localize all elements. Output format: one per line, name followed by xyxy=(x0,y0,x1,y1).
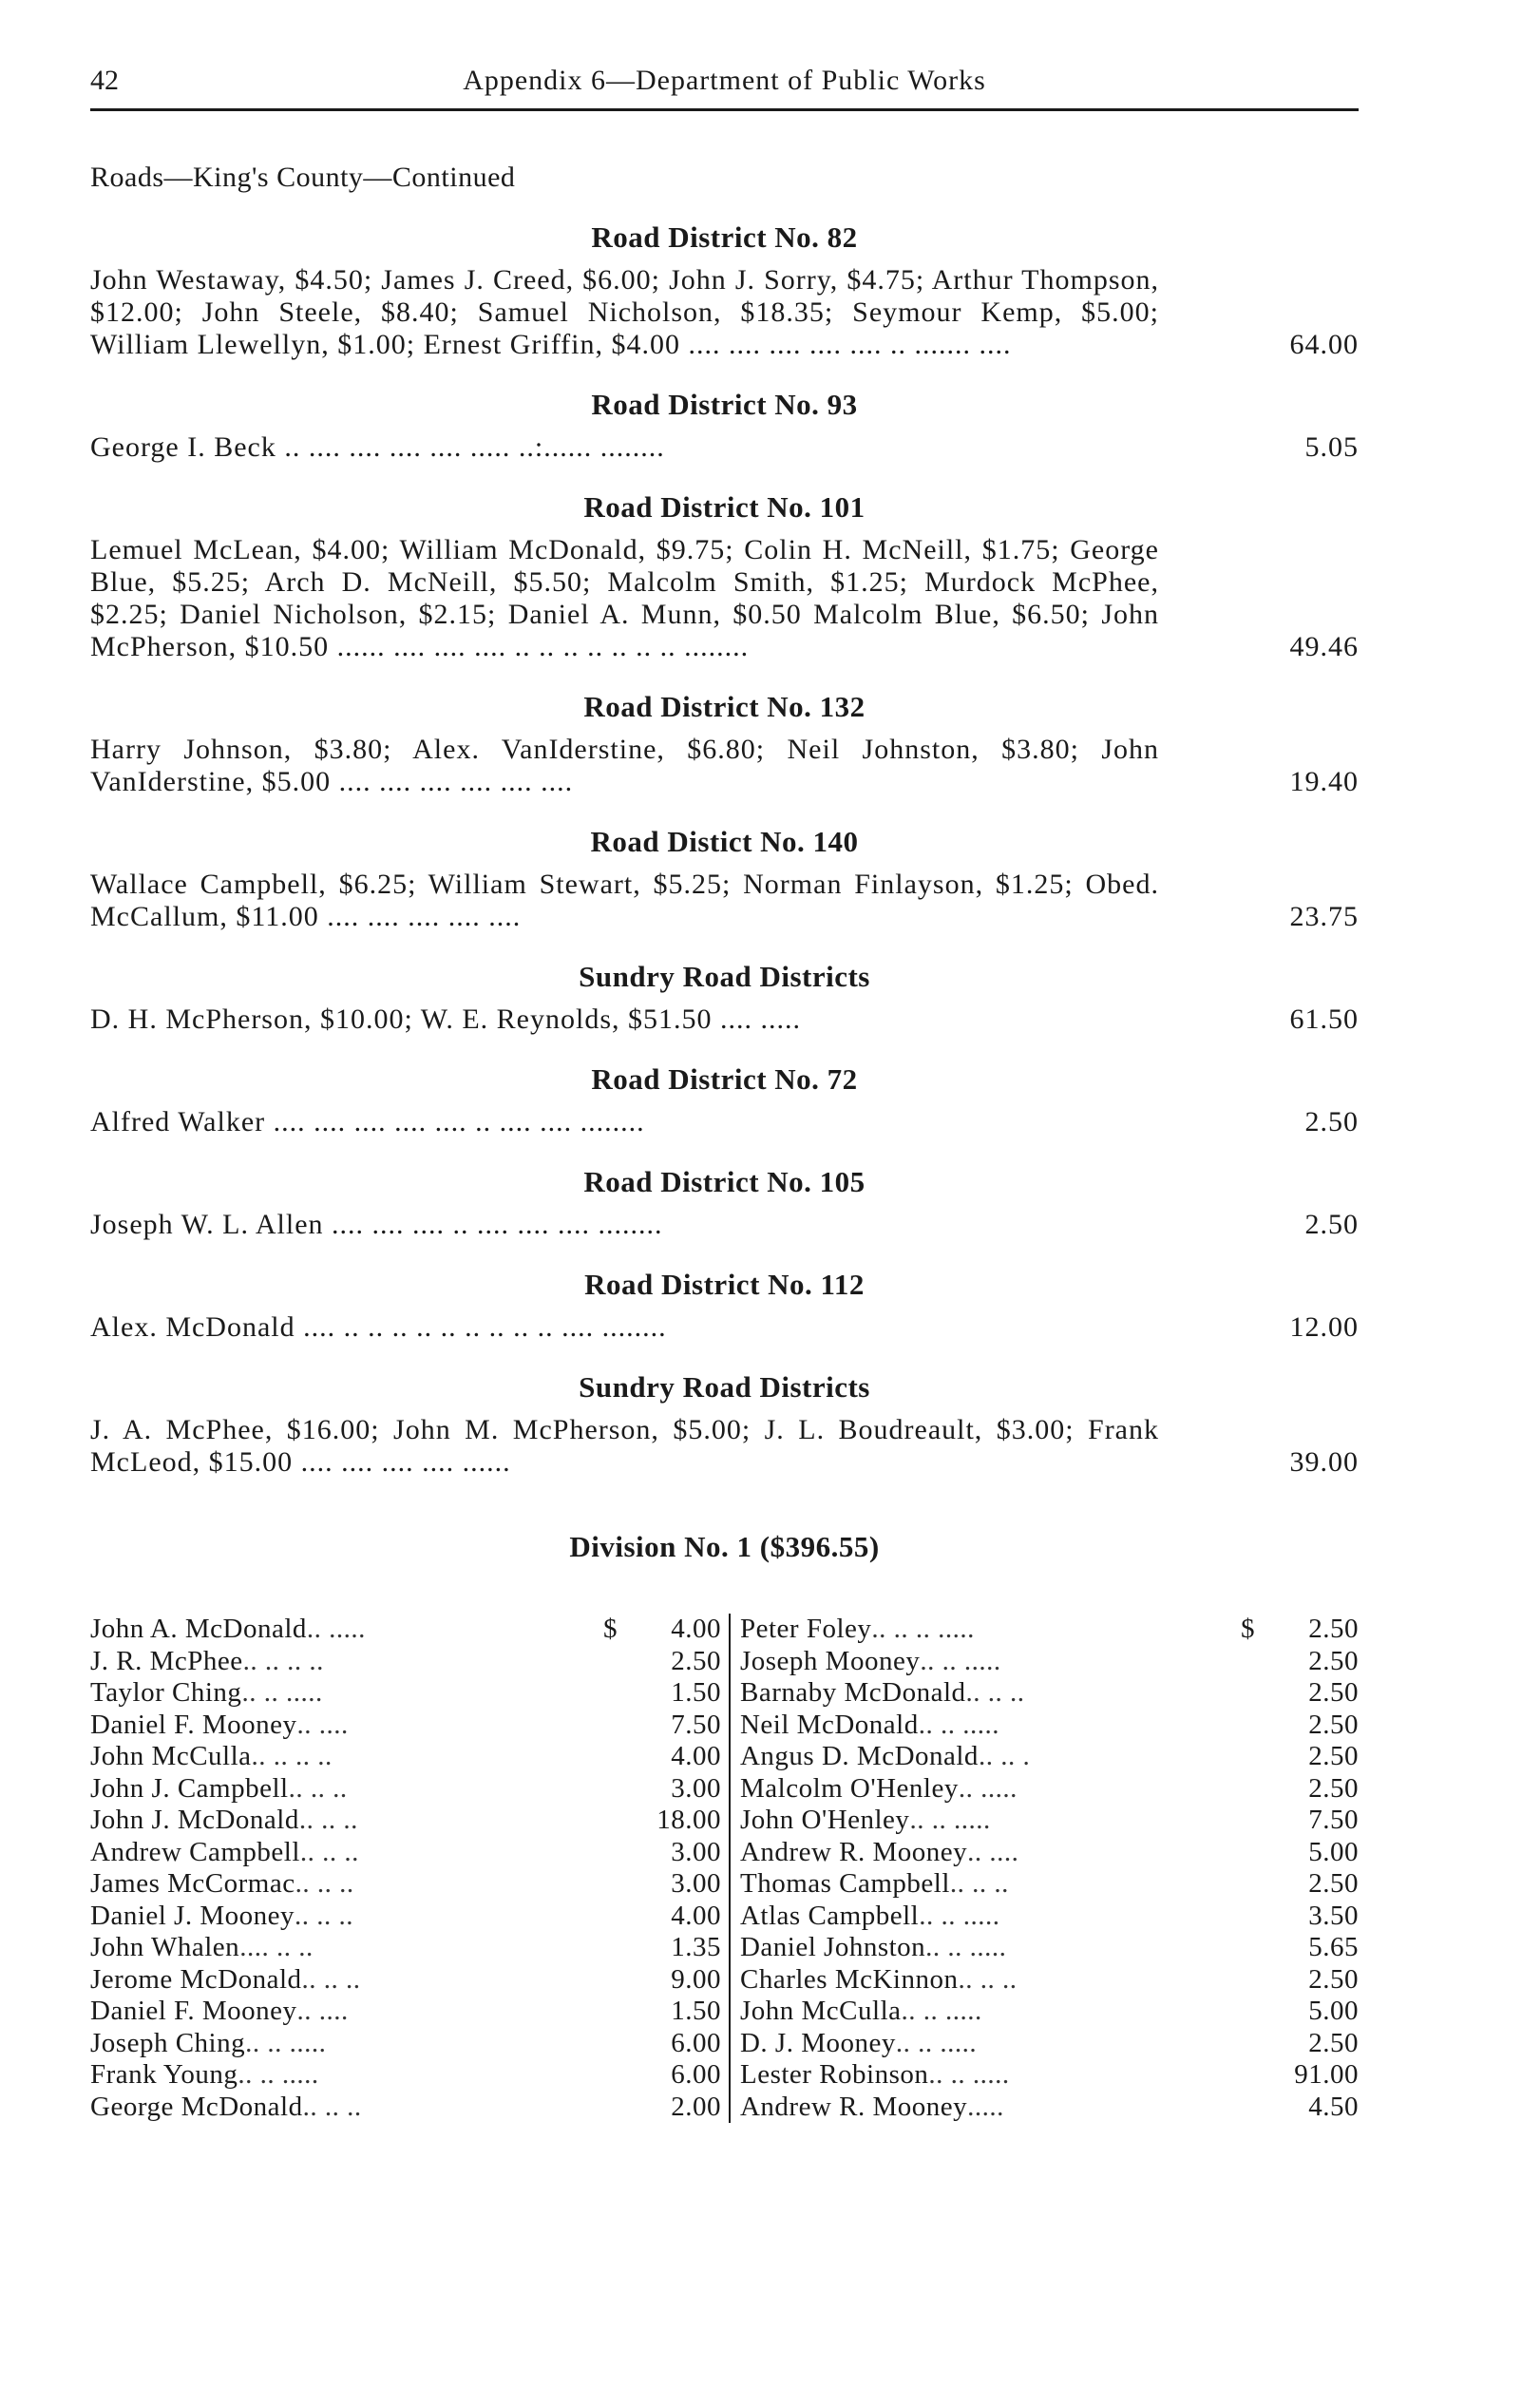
district-entry xyxy=(90,1311,1359,1344)
district-title: Road District No. 93 xyxy=(591,388,858,421)
payee-row xyxy=(740,2059,1359,2092)
road-district xyxy=(90,690,1359,798)
payee-amount: 4.00 xyxy=(671,1614,721,1644)
road-district xyxy=(90,825,1359,933)
payee-row xyxy=(90,1964,721,1997)
payee-name: John Whalen xyxy=(90,1932,240,1962)
road-district xyxy=(90,1165,1359,1241)
payee-row xyxy=(90,1646,721,1678)
payee-amount: 2.50 xyxy=(1308,2027,1359,2058)
section-continued: Roads—King's County—Continued xyxy=(90,162,516,193)
leader-dots: .. .. .. xyxy=(298,1805,358,1835)
leader-dots: .. .. ..... xyxy=(909,1805,991,1835)
payee-name: John McCulla xyxy=(739,1996,902,2026)
district-entry xyxy=(90,264,1359,361)
district-entry xyxy=(90,534,1359,663)
payee-name: Joseph Mooney xyxy=(739,1645,921,1676)
payee-amount: 2.50 xyxy=(1308,1963,1359,1995)
district-total: 2.50 xyxy=(1304,1106,1359,1137)
document-page xyxy=(90,57,1359,2123)
district-total: 12.00 xyxy=(1289,1311,1359,1343)
division-right-column xyxy=(731,1614,1359,2123)
payee-name: Barnaby McDonald xyxy=(739,1677,966,1708)
payee-amount: 7.50 xyxy=(671,1709,721,1740)
district-total: 61.50 xyxy=(1289,1003,1359,1035)
payee-row xyxy=(740,2092,1359,2124)
district-title: Road District No. 72 xyxy=(591,1062,858,1096)
payee-amount: 4.50 xyxy=(1308,2091,1359,2122)
leader-dots: .. .. .. .. xyxy=(242,1645,324,1676)
leader-dots: .. .. ..... xyxy=(918,1709,999,1740)
payee-row xyxy=(90,1773,721,1806)
payee-name: Daniel J. Mooney xyxy=(90,1900,295,1931)
district-total: 23.75 xyxy=(1289,901,1359,932)
payee-row xyxy=(90,1996,721,2028)
payee-row xyxy=(740,1614,1359,1646)
district-title: Road Distict No. 140 xyxy=(590,825,859,858)
payee-amount: 7.50 xyxy=(1308,1805,1359,1835)
payee-name: J. R. McPhee xyxy=(90,1645,243,1676)
district-title: Road District No. 82 xyxy=(591,220,858,254)
payee-name: Daniel F. Mooney xyxy=(90,1709,297,1740)
payee-name: John A. McDonald xyxy=(90,1614,307,1644)
payee-amount: 2.50 xyxy=(1308,1772,1359,1804)
payee-amount: 2.50 xyxy=(1308,1868,1359,1899)
district-payees: Alex. McDonald .... .. .. .. .. .. .. .. .. .. .... ........ xyxy=(90,1311,667,1343)
payee-amount: 6.00 xyxy=(671,2027,721,2058)
payee-amount: 1.35 xyxy=(671,1932,721,1962)
payee-row xyxy=(740,2028,1359,2060)
payee-amount: 2.50 xyxy=(1308,1677,1359,1708)
district-total: 39.00 xyxy=(1289,1446,1359,1478)
header-rule xyxy=(90,108,1359,111)
payee-row xyxy=(740,1741,1359,1773)
leader-dots: .. .... xyxy=(296,1709,349,1740)
payee-name: Taylor Ching xyxy=(90,1677,242,1708)
payee-amount: 3.00 xyxy=(671,1868,721,1899)
district-payees: Lemuel McLean, $4.00; William McDonald, $9.75; Colin H. McNeill, $1.75; George Blue, $5.25; Arch D. McNeill, $5.50; Malcolm Smith, $1.25; Murdock McPhee, $2.25; Daniel Nicholson, $2.15; Daniel A. Munn, $0.50 Malcolm Blue, $6.50; John McPherson, $10.50 ...... .... .... .... .. .. .. .. .. .. .. ........ xyxy=(90,534,1159,662)
leader-dots: .. .. ..... xyxy=(895,2027,978,2058)
district-payees: Joseph W. L. Allen .... .... .... .. .... .... .... ........ xyxy=(90,1209,663,1240)
payee-amount: 1.50 xyxy=(671,1677,721,1708)
payee-amount: 2.00 xyxy=(671,2091,721,2122)
payee-name: Peter Foley xyxy=(739,1614,872,1644)
leader-dots: ..... xyxy=(967,2091,1004,2122)
payee-name: John J. Campbell xyxy=(90,1772,289,1804)
division-left-column xyxy=(90,1614,731,2123)
district-payees: Wallace Campbell, $6.25; William Stewart, $5.25; Norman Finlayson, $1.25; Obed. McCallum, $11.00 .... .... .... .... .... xyxy=(90,869,1159,932)
running-title: Appendix 6—Department of Public Works xyxy=(463,65,986,96)
payee-name: Thomas Campbell xyxy=(739,1868,950,1899)
payee-row xyxy=(90,1677,721,1710)
payee-name: Andrew R. Mooney xyxy=(739,2091,968,2122)
leader-dots: .. .. .. xyxy=(958,1963,1018,1995)
payee-amount: 4.00 xyxy=(671,1900,721,1931)
payee-amount: 5.00 xyxy=(1308,1996,1359,2026)
payee-amount: 1.50 xyxy=(671,1996,721,2026)
leader-dots: .. .. .. xyxy=(288,1772,348,1804)
payee-row xyxy=(740,1710,1359,1742)
leader-dots: .. .. .. xyxy=(949,1868,1009,1899)
payee-row xyxy=(90,1710,721,1742)
payee-name: Daniel F. Mooney xyxy=(90,1996,297,2026)
district-entry xyxy=(90,431,1359,464)
district-payees: John Westaway, $4.50; James J. Creed, $6.00; John J. Sorry, $4.75; Arthur Thompson, $12.00; John Steele, $8.40; Samuel Nicholson, $18.35; Seymour Kemp, $5.00; William Llewellyn, $1.00; Ernest Griffin, $4.00 .... .... .... .... .... .. ....... .... xyxy=(90,264,1159,360)
district-total: 64.00 xyxy=(1289,329,1359,360)
district-total: 2.50 xyxy=(1304,1209,1359,1240)
payee-amount: 6.00 xyxy=(671,2059,721,2090)
district-payees: Alfred Walker .... .... .... .... .... .. .... .... ........ xyxy=(90,1106,645,1137)
district-total: 19.40 xyxy=(1289,766,1359,797)
payee-amount: 2.50 xyxy=(1308,1709,1359,1740)
payee-name: Charles McKinnon xyxy=(739,1963,959,1995)
page-number: 42 xyxy=(90,65,119,96)
leader-dots: .. .. ..... xyxy=(920,1645,1001,1676)
payee-row xyxy=(740,1996,1359,2028)
district-total: 5.05 xyxy=(1304,431,1359,463)
payee-name: John McCulla xyxy=(90,1741,252,1771)
leader-dots: .. .. .. xyxy=(299,1836,359,1867)
district-entry xyxy=(90,1414,1359,1479)
road-district xyxy=(90,388,1359,464)
district-payees: J. A. McPhee, $16.00; John M. McPherson, $5.00; J. L. Boudreault, $3.00; Frank McLeod, $15.00 .... .... .... .... ...... xyxy=(90,1414,1159,1478)
payee-amount: 2.50 xyxy=(1308,1645,1359,1676)
leader-dots: .. ..... xyxy=(306,1614,366,1644)
payee-name: Neil McDonald xyxy=(739,1709,919,1740)
payee-amount: 2.50 xyxy=(1308,1614,1359,1644)
payee-amount: 9.00 xyxy=(671,1963,721,1995)
running-head xyxy=(90,57,1359,112)
payee-row xyxy=(90,1741,721,1773)
leader-dots: .. .. .. xyxy=(295,1868,354,1899)
dollar-sign: $ xyxy=(602,1614,618,1644)
leader-dots: .. .. .. .. xyxy=(251,1741,333,1771)
payee-name: Malcolm O'Henley xyxy=(739,1772,959,1804)
payee-row xyxy=(90,1837,721,1869)
leader-dots: .. .. .. xyxy=(965,1677,1025,1708)
leader-dots: .. .. .. xyxy=(295,1900,353,1931)
payee-name: Jerome McDonald xyxy=(90,1963,302,1995)
district-title: Sundry Road Districts xyxy=(579,960,870,993)
payee-name: Andrew R. Mooney xyxy=(739,1836,968,1867)
leader-dots: .. .. ..... xyxy=(245,2027,327,2058)
districts-list xyxy=(90,220,1359,1479)
payee-amount: 5.00 xyxy=(1308,1836,1359,1867)
payee-name: Joseph Ching xyxy=(90,2027,246,2058)
district-total: 49.46 xyxy=(1289,631,1359,662)
district-entry xyxy=(90,1106,1359,1138)
payee-row xyxy=(90,1932,721,1964)
leader-dots: .. .. ..... xyxy=(919,1900,1000,1931)
leader-dots: .. .. .. xyxy=(302,2091,362,2122)
district-entry xyxy=(90,869,1359,933)
division-columns xyxy=(90,1614,1359,2123)
district-title: Road District No. 101 xyxy=(583,490,866,524)
district-entry xyxy=(90,734,1359,798)
leader-dots: .. .. .. xyxy=(301,1963,361,1995)
payee-row xyxy=(740,1805,1359,1837)
leader-dots: .... .. .. xyxy=(239,1932,314,1962)
road-district xyxy=(90,1062,1359,1138)
road-district xyxy=(90,960,1359,1036)
leader-dots: .. .. ..... xyxy=(928,2059,1010,2090)
payee-name: John O'Henley xyxy=(739,1805,910,1835)
leader-dots: .. .. . xyxy=(978,1741,1031,1771)
payee-row xyxy=(740,1837,1359,1869)
payee-row xyxy=(90,2059,721,2092)
leader-dots: .. .. ..... xyxy=(241,1677,323,1708)
payee-row xyxy=(740,1868,1359,1901)
district-entry xyxy=(90,1003,1359,1036)
road-district xyxy=(90,1370,1359,1479)
district-title: Road District No. 132 xyxy=(583,690,866,723)
payee-row xyxy=(740,1646,1359,1678)
payee-row xyxy=(740,1677,1359,1710)
leader-dots: .. .. ..... xyxy=(901,1996,982,2026)
dollar-sign: $ xyxy=(1241,1614,1255,1644)
district-payees: Harry Johnson, $3.80; Alex. VanIderstine, $6.80; Neil Johnston, $3.80; John VanIderstine, $5.00 .... .... .... .... .... .... xyxy=(90,734,1159,797)
road-district xyxy=(90,1268,1359,1344)
payee-row xyxy=(740,1964,1359,1997)
payee-name: Lester Robinson xyxy=(739,2059,929,2090)
district-payees: D. H. McPherson, $10.00; W. E. Reynolds, $51.50 .... ..... xyxy=(90,1003,801,1035)
leader-dots: .. .... xyxy=(296,1996,349,2026)
payee-row xyxy=(740,1901,1359,1933)
payee-row xyxy=(90,1901,721,1933)
payee-row xyxy=(90,2092,721,2124)
leader-dots: .. ..... xyxy=(958,1772,1018,1804)
district-entry xyxy=(90,1209,1359,1241)
payee-amount: 91.00 xyxy=(1294,2059,1359,2090)
leader-dots: .. .... xyxy=(967,1836,1019,1867)
division-title: Division No. 1 ($396.55) xyxy=(569,1530,880,1563)
payee-amount: 2.50 xyxy=(671,1645,721,1676)
payee-row xyxy=(90,2028,721,2060)
road-district xyxy=(90,490,1359,663)
payee-row xyxy=(90,1614,721,1646)
payee-row xyxy=(90,1868,721,1901)
division-section xyxy=(90,1530,1359,2123)
payee-name: Daniel Johnston xyxy=(739,1932,926,1962)
payee-name: Angus D. McDonald xyxy=(739,1741,979,1771)
payee-amount: 18.00 xyxy=(656,1805,721,1835)
leader-dots: .. .. .. ..... xyxy=(871,1614,975,1644)
district-title: Road District No. 112 xyxy=(584,1268,865,1301)
payee-row xyxy=(740,1773,1359,1806)
payee-amount: 5.65 xyxy=(1308,1932,1359,1962)
payee-amount: 4.00 xyxy=(671,1741,721,1771)
road-district xyxy=(90,220,1359,361)
payee-amount: 3.00 xyxy=(671,1836,721,1867)
payee-name: George McDonald xyxy=(90,2091,303,2122)
payee-amount: 3.00 xyxy=(671,1772,721,1804)
payee-row xyxy=(740,1932,1359,1964)
payee-amount: 3.50 xyxy=(1308,1900,1359,1931)
leader-dots: .. .. ..... xyxy=(925,1932,1007,1962)
payee-name: Atlas Campbell xyxy=(739,1900,920,1931)
leader-dots: .. .. ..... xyxy=(238,2059,319,2090)
payee-name: Frank Young xyxy=(90,2059,238,2090)
district-payees: George I. Beck .. .... .... .... .... ..... ..:...... ........ xyxy=(90,431,665,463)
payee-name: D. J. Mooney xyxy=(739,2027,896,2058)
payee-name: Andrew Campbell xyxy=(90,1836,300,1867)
payee-name: James McCormac xyxy=(90,1868,295,1899)
payee-amount: 2.50 xyxy=(1308,1741,1359,1771)
district-title: Road District No. 105 xyxy=(583,1165,866,1198)
district-title: Sundry Road Districts xyxy=(579,1370,870,1404)
payee-row xyxy=(90,1805,721,1837)
payee-name: John J. McDonald xyxy=(90,1805,299,1835)
